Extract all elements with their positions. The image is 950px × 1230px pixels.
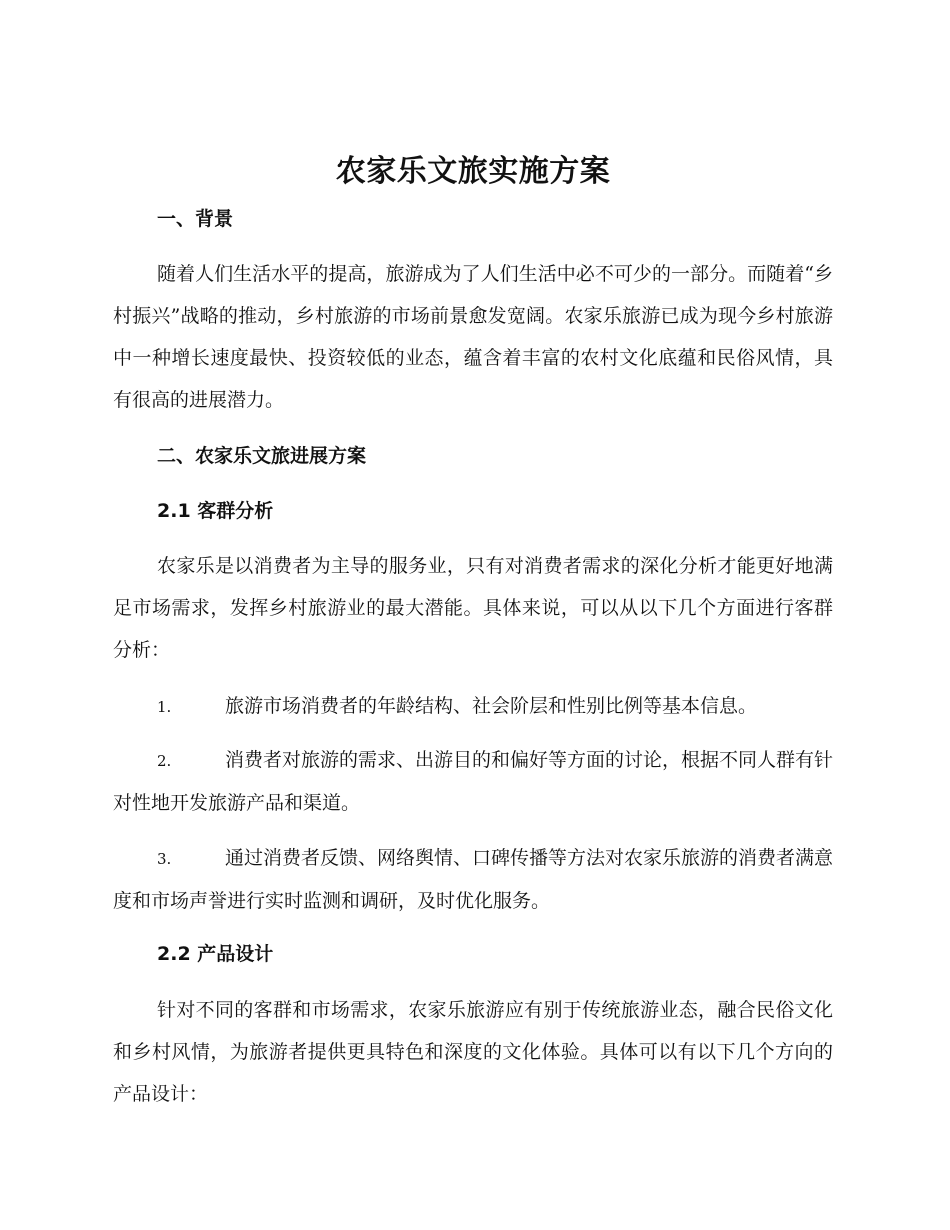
list-item-number: 2. xyxy=(157,752,172,770)
customer-analysis-paragraph: 农家乐是以消费者为主导的服务业，只有对消费者需求的深化分析才能更好地满足市场需求，发挥乡村旅游业的最大潜能。具体来说，可以从以下几个方面进行客群分析： xyxy=(113,555,833,661)
list-item xyxy=(113,837,833,922)
list-item xyxy=(113,739,833,824)
background-paragraph: 随着人们生活水平的提高，旅游成为了人们生活中必不可少的一部分。而随着“乡村振兴”战略的推动，乡村旅游的市场前景愈发宽阔。农家乐旅游已成为现今乡村旅游中一种增长速度最快、投资较低的业态，蕴含着丰富的农村文化底蕴和民俗风情，具有很高的进展潜力。 xyxy=(113,263,833,411)
section-heading-background: 一、背景 xyxy=(157,208,234,230)
subsection-heading-product-design: 2.2 产品设计 xyxy=(157,943,274,965)
subsection-heading-customer-analysis: 2.1 客群分析 xyxy=(157,500,274,522)
list-item-text: 旅游市场消费者的年龄结构、社会阶层和性别比例等基本信息。 xyxy=(225,695,758,717)
list-item-number: 1. xyxy=(157,698,172,716)
section-heading-plan: 二、农家乐文旅进展方案 xyxy=(157,445,367,467)
list-item xyxy=(113,685,833,728)
list-item-text: 消费者对旅游的需求、出游目的和偏好等方面的讨论，根据不同人群有针对性地开发旅游产品和渠道。 xyxy=(113,749,834,814)
product-design-paragraph: 针对不同的客群和市场需求，农家乐旅游应有别于传统旅游业态，融合民俗文化和乡村风情，为旅游者提供更具特色和深度的文化体验。具体可以有以下几个方向的产品设计： xyxy=(113,999,833,1105)
document-title: 农家乐文旅实施方案 xyxy=(335,154,611,189)
list-item-text: 通过消费者反馈、网络舆情、口碑传播等方法对农家乐旅游的消费者满意度和市场声誉进行实时监测和调研，及时优化服务。 xyxy=(113,847,834,912)
list-item-number: 3. xyxy=(157,850,172,868)
